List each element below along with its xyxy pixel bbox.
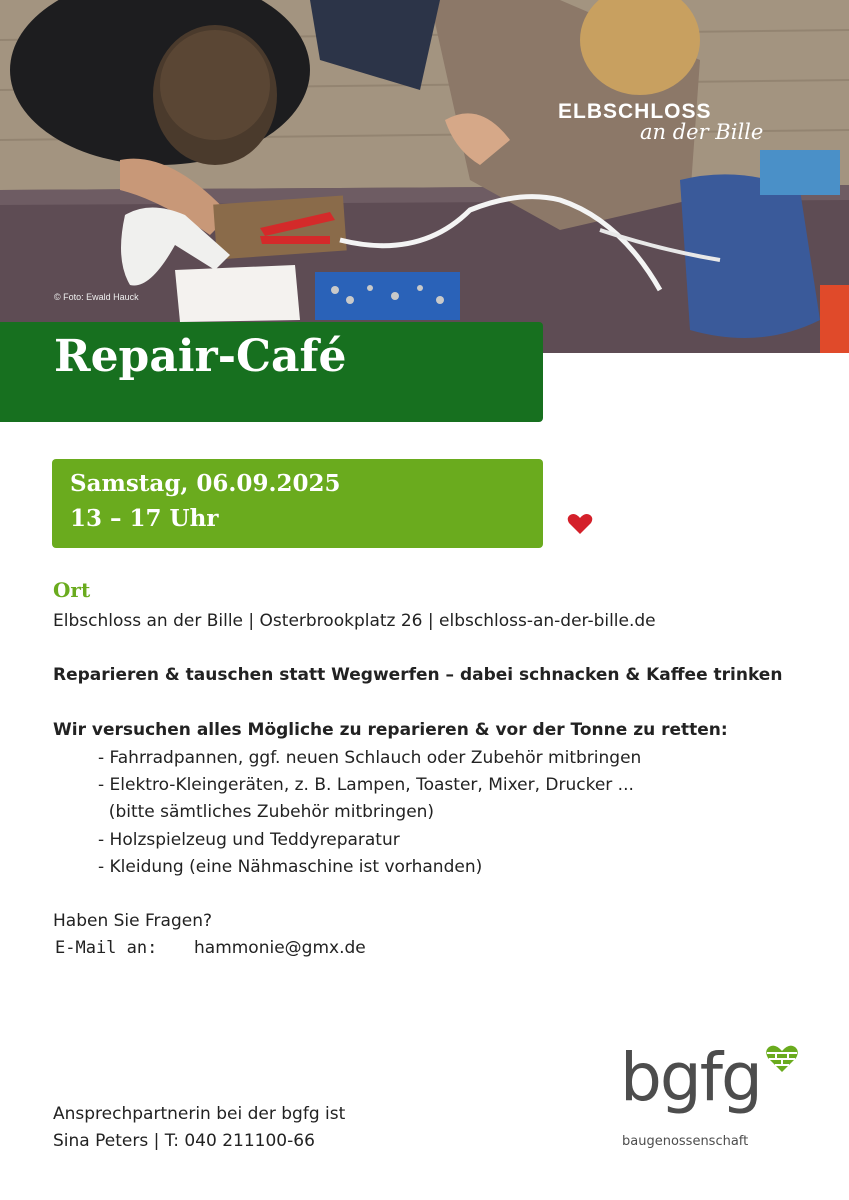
logo-wordmark: bgfg	[620, 1039, 761, 1116]
header-photo	[0, 0, 849, 353]
brand-name: ELBSCHLOSS	[558, 100, 712, 123]
list-item: (bitte sämtliches Zubehör mitbringen)	[98, 802, 435, 822]
questions-text: Haben Sie Fragen?	[53, 911, 213, 931]
list-item: - Kleidung (eine Nähmaschine ist vorhanden)	[98, 857, 483, 877]
photo-credit: © Foto: Ewald Hauck	[54, 292, 139, 302]
list-item: - Elektro-Kleingeräten, z. B. Lampen, Toaster, Mixer, Drucker ...	[98, 775, 634, 795]
heart-icon	[567, 512, 593, 536]
event-time: 13 – 17 Uhr	[70, 505, 219, 532]
logo-heart-icon	[765, 1044, 799, 1074]
event-title: Repair-Café	[54, 331, 347, 382]
location-text: Elbschloss an der Bille | Osterbrookplatz 26 | elbschloss-an-der-bille.de	[53, 611, 656, 631]
elbschloss-brand	[558, 100, 763, 144]
tagline: Reparieren & tauschen statt Wegwerfen – dabei schnacken & Kaffee trinken	[53, 665, 783, 685]
email-label: E-Mail an:	[55, 938, 158, 958]
event-date: Samstag, 06.09.2025	[70, 470, 341, 497]
list-item: - Holzspielzeug und Teddyreparatur	[98, 830, 400, 850]
location-label: Ort	[53, 578, 91, 602]
contact-line-2: Sina Peters | T: 040 211100-66	[53, 1131, 315, 1151]
brand-subtitle: an der Bille	[640, 120, 764, 144]
contact-line-1: Ansprechpartnerin bei der bgfg ist	[53, 1104, 346, 1124]
intro-text: Wir versuchen alles Mögliche zu reparieren & vor der Tonne zu retten:	[53, 720, 728, 740]
logo-subtitle: baugenossenschaft	[622, 1134, 749, 1149]
list-item: - Fahrradpannen, ggf. neuen Schlauch oder Zubehör mitbringen	[98, 748, 642, 768]
email-link[interactable]: hammonie@gmx.de	[194, 938, 366, 958]
